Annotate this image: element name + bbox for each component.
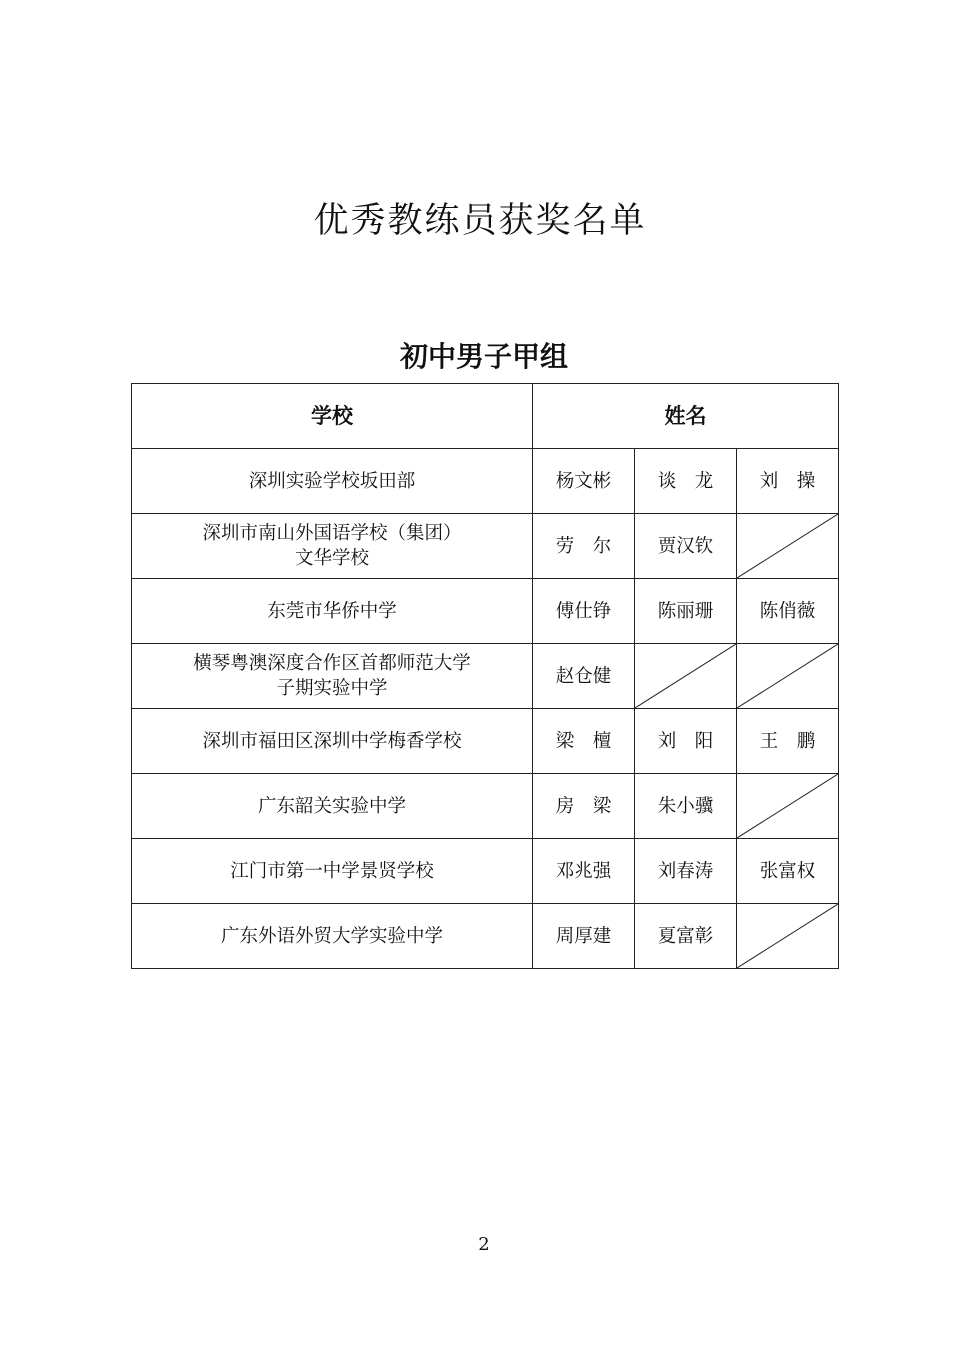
coach-name-cell: 王 鹏 [737, 709, 839, 774]
table-header-row [132, 384, 839, 449]
award-table [131, 383, 839, 969]
empty-name-cell [737, 514, 839, 579]
table-row [132, 709, 839, 774]
school-name-line: 深圳市福田区深圳中学梅香学校 [202, 730, 462, 752]
school-cell [132, 709, 533, 774]
table-row [132, 904, 839, 969]
coach-name-cell: 贾汉钦 [635, 514, 737, 579]
coach-name-cell: 陈俏薇 [737, 579, 839, 644]
school-cell [132, 644, 533, 709]
empty-name-cell [737, 644, 839, 709]
table-row [132, 579, 839, 644]
diagonal-slash [635, 644, 736, 708]
table-row [132, 644, 839, 709]
coach-name-cell: 梁 檀 [533, 709, 635, 774]
table-row [132, 774, 839, 839]
diagonal-line [737, 514, 838, 578]
school-name-line: 广东韶关实验中学 [257, 795, 406, 817]
table-row [132, 839, 839, 904]
coach-name-cell: 傅仕铮 [533, 579, 635, 644]
school-name-line: 深圳实验学校坂田部 [248, 470, 416, 492]
coach-name-cell: 刘 操 [737, 449, 839, 514]
diagonal-line [737, 904, 838, 968]
coach-name-cell: 陈丽珊 [635, 579, 737, 644]
empty-name-cell [635, 644, 737, 709]
diagonal-line [737, 644, 838, 708]
header-school: 学校 [132, 384, 533, 449]
school-cell [132, 449, 533, 514]
diagonal-slash [737, 774, 838, 838]
coach-name-cell: 杨文彬 [533, 449, 635, 514]
coach-name-cell: 刘春涛 [635, 839, 737, 904]
diagonal-slash [737, 514, 838, 578]
coach-name-cell: 夏富彰 [635, 904, 737, 969]
school-cell [132, 904, 533, 969]
coach-name-cell: 劳 尔 [533, 514, 635, 579]
school-name-line: 江门市第一中学景贤学校 [230, 860, 434, 882]
school-name-line: 文华学校 [294, 548, 369, 569]
diagonal-line [635, 644, 736, 708]
coach-name-cell: 房 梁 [533, 774, 635, 839]
coach-name-cell: 周厚建 [533, 904, 635, 969]
diagonal-slash [737, 904, 838, 968]
coach-name-cell: 张富权 [737, 839, 839, 904]
empty-name-cell [737, 774, 839, 839]
school-name-line: 深圳市南山外国语学校（集团） [202, 523, 462, 544]
school-cell [132, 514, 533, 579]
diagonal-slash [737, 644, 838, 708]
school-name-line: 横琴粤澳深度合作区首都师范大学 [193, 653, 471, 674]
coach-name-cell: 赵仓健 [533, 644, 635, 709]
coach-name-cell: 刘 阳 [635, 709, 737, 774]
coach-name-cell: 朱小骥 [635, 774, 737, 839]
empty-name-cell [737, 904, 839, 969]
coach-name-cell: 邓兆强 [533, 839, 635, 904]
section-title: 初中男子甲组 [399, 340, 568, 373]
school-name-line: 东莞市华侨中学 [267, 600, 397, 622]
diagonal-line [737, 774, 838, 838]
school-name-line: 广东外语外贸大学实验中学 [220, 925, 443, 947]
school-cell [132, 774, 533, 839]
header-name: 姓名 [533, 384, 839, 449]
school-cell [132, 839, 533, 904]
school-cell [132, 579, 533, 644]
table-row [132, 514, 839, 579]
coach-name-cell: 谈 龙 [635, 449, 737, 514]
school-name-line: 子期实验中学 [276, 678, 388, 699]
page-title: 优秀教练员获奖名单 [313, 201, 647, 241]
table-row [132, 449, 839, 514]
page-number: 2 [478, 1234, 490, 1255]
table-body [132, 449, 839, 969]
